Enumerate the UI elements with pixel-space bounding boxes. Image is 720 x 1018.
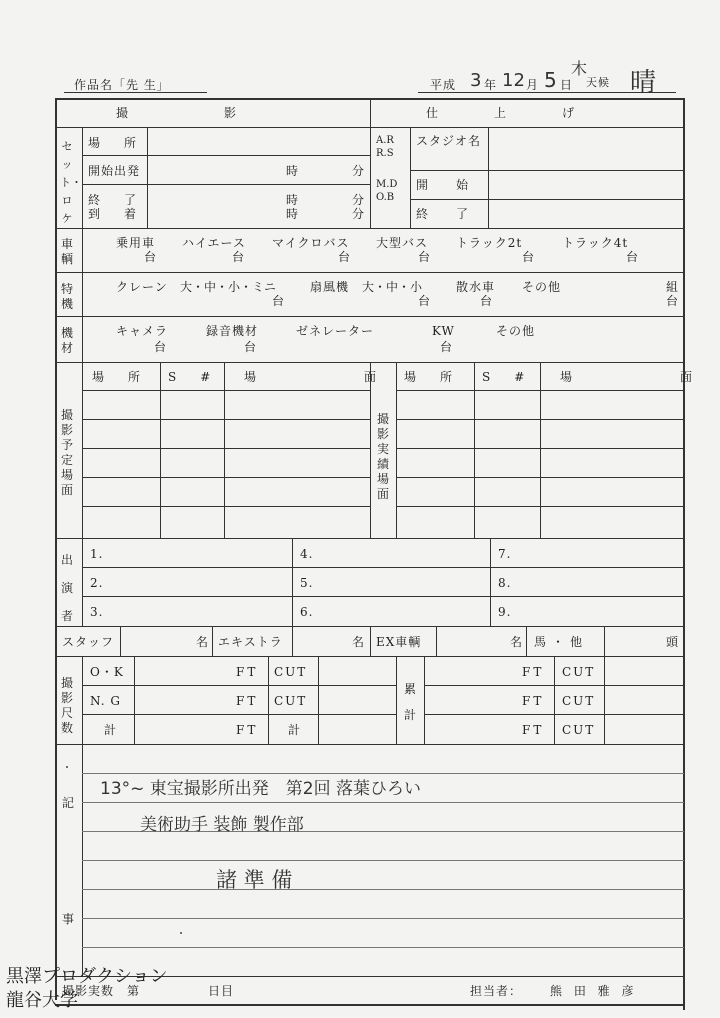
year-value: 3 [470, 70, 482, 91]
special-item-size1: 大・中・小・ミニ [180, 280, 277, 294]
extra-label: エキストラ [218, 635, 283, 649]
cumulative-label: 累計 [403, 682, 416, 722]
kaishi-label: 開 始 [416, 178, 477, 192]
footage-ng-label: N. G [90, 694, 121, 708]
vehicle-item-truck2t: トラック2t [456, 236, 523, 250]
scene-col-place-right: 場 所 [404, 370, 459, 384]
footage-ft-1: FT [236, 665, 259, 679]
vehicle-label: 車輌 [60, 237, 73, 266]
equipment-item-recorder: 録音機材 [206, 324, 259, 338]
satsuei-heading: 撮 影 [116, 106, 261, 120]
special-unit-2: 台 [418, 294, 432, 308]
set-loke-label: セット・ロケ [60, 140, 82, 225]
vehicle-unit-1: 台 [144, 250, 158, 264]
notes-label-ji: 事 [62, 912, 76, 926]
special-item-fan: 扇風機 [310, 280, 350, 294]
studio-name-label: スタジオ名 [416, 134, 482, 148]
special-item-crane: クレーン [116, 280, 168, 294]
cum-cut-2: CUT [562, 694, 596, 708]
shiage-heading: 仕 上 げ [426, 106, 597, 120]
horse-other-label: 馬・他 [534, 635, 589, 649]
equipment-unit-3: 台 [440, 340, 454, 354]
fun-label-2: 分 [352, 193, 366, 207]
staff-label: スタッフ [62, 635, 115, 649]
vehicle-unit-4: 台 [418, 250, 432, 264]
watermark-line-2: 龍谷大学 [6, 990, 78, 1011]
ji-label-2: 時 [286, 193, 300, 207]
shuryo-label: 終 了 [88, 193, 143, 207]
extra-unit: 名 [352, 635, 366, 649]
person-in-charge-label: 担当者： [470, 984, 523, 998]
vehicle-item-hiace: ハイエース [182, 236, 246, 250]
cast-label: 出演者 [60, 553, 73, 623]
cast-number-9: 9. [498, 605, 512, 619]
footage-label: 撮影尺数 [60, 676, 73, 735]
equipment-item-camera: キャメラ [116, 324, 169, 338]
weather-value: 晴 [630, 68, 657, 98]
special-label: 特機 [60, 282, 73, 311]
era-label: 平成 [430, 78, 457, 92]
footage-cut-2: CUT [274, 694, 308, 708]
vehicle-item-truck4t: トラック4t [562, 236, 629, 250]
cum-ft-3: FT [522, 723, 545, 737]
shuryo2-label: 終 了 [416, 207, 477, 221]
cum-cut-1: CUT [562, 665, 596, 679]
cast-number-8: 8. [498, 576, 512, 590]
scene-col-place-left: 場 所 [92, 370, 147, 384]
shooting-days-label: 撮影実数 第 [62, 984, 141, 998]
footage-cut-1: CUT [274, 665, 308, 679]
cast-number-3: 3. [90, 605, 104, 619]
staff-unit: 名 [196, 635, 210, 649]
year-unit: 年 [484, 78, 498, 92]
cum-ft-2: FT [522, 694, 545, 708]
scene-col-scene-right: 場 面 [560, 370, 720, 384]
ji-label-1: 時 [286, 164, 300, 178]
note-line-2: 美術助手 装飾 製作部 [140, 815, 304, 835]
weather-label: 天候 [586, 76, 610, 89]
vehicle-item-largebus: 大型バス [376, 236, 429, 250]
planned-scenes-label: 撮影予定場面 [60, 408, 73, 497]
equipment-item-kw: KW [432, 324, 455, 338]
cast-number-2: 2. [90, 576, 104, 590]
day-unit: 日 [560, 78, 574, 92]
vehicle-unit-6: 台 [626, 250, 640, 264]
scene-col-s-right: S # [482, 370, 531, 384]
special-item-sprinkler: 散水車 [456, 280, 496, 294]
kaishi-shuppatsu-label: 開始出発 [88, 164, 141, 178]
ji-label-3: 時 [286, 207, 300, 221]
special-item-other: その他 [522, 280, 562, 294]
vehicle-unit-3: 台 [338, 250, 352, 264]
footage-ft-3: FT [236, 723, 259, 737]
vehicle-unit-5: 台 [522, 250, 536, 264]
watermark-line-1: 黒澤プロダクション [6, 966, 168, 987]
tochaku-label: 到 着 [88, 207, 143, 221]
footage-ok-label: O・K [90, 665, 124, 679]
equipment-item-other: その他 [496, 324, 536, 338]
vehicle-unit-2: 台 [232, 250, 246, 264]
day-value: 5 [544, 68, 557, 92]
ex-vehicle-unit: 名 [510, 635, 524, 649]
special-unit-4: 台 [666, 294, 680, 308]
fun-label-3: 分 [352, 207, 366, 221]
equipment-label: 機材 [60, 326, 73, 355]
month-value: 12 [502, 70, 525, 91]
equipment-unit-1: 台 [154, 340, 168, 354]
cast-number-7: 7. [498, 547, 512, 561]
cast-number-4: 4. [300, 547, 314, 561]
actual-scenes-label: 撮影実績場面 [376, 412, 389, 501]
special-unit-1: 台 [272, 294, 286, 308]
md-ob-label: M.D O.B [376, 179, 398, 203]
basho-label: 場 所 [88, 136, 143, 150]
month-unit: 月 [526, 78, 540, 92]
special-unit-kumi: 組 [666, 280, 680, 294]
notes-label-ki: 記 [62, 796, 76, 810]
ar-rs-label: A.R R.S [376, 135, 394, 159]
cum-ft-1: FT [522, 665, 545, 679]
cast-number-6: 6. [300, 605, 314, 619]
cum-cut-3: CUT [562, 723, 596, 737]
vehicle-item-microbus: マイクロバス [272, 236, 350, 250]
scene-col-scene-left: 場 面 [244, 370, 405, 384]
scene-col-s-left: S # [168, 370, 217, 384]
note-line-1: 13°~ 東宝撮影所出発 第2回 落葉ひろい [100, 779, 421, 799]
cast-number-1: 1. [90, 547, 104, 561]
cast-number-5: 5. [300, 576, 314, 590]
equipment-item-generator: ゼネレーター [296, 324, 375, 338]
person-in-charge-name: 熊 田 雅 彦 [550, 984, 638, 998]
day-count-suffix: 日目 [208, 984, 235, 998]
footage-ft-2: FT [236, 694, 259, 708]
horse-other-unit: 頭 [666, 635, 680, 649]
footage-total-2: 計 [288, 723, 302, 737]
equipment-unit-2: 台 [244, 340, 258, 354]
note-line-3: 諸 準 備 [216, 868, 293, 892]
vehicle-item-sedan: 乗用車 [116, 236, 156, 250]
special-unit-3: 台 [480, 294, 494, 308]
weekday-value: 木 [571, 59, 588, 78]
footage-total-label: 計 [104, 723, 118, 737]
title-label: 作品名「先 生」 [74, 78, 170, 92]
special-item-size2: 大・中・小 [362, 280, 423, 294]
ex-vehicle-label: EX車輌 [376, 635, 422, 649]
fun-label-1: 分 [352, 164, 366, 178]
